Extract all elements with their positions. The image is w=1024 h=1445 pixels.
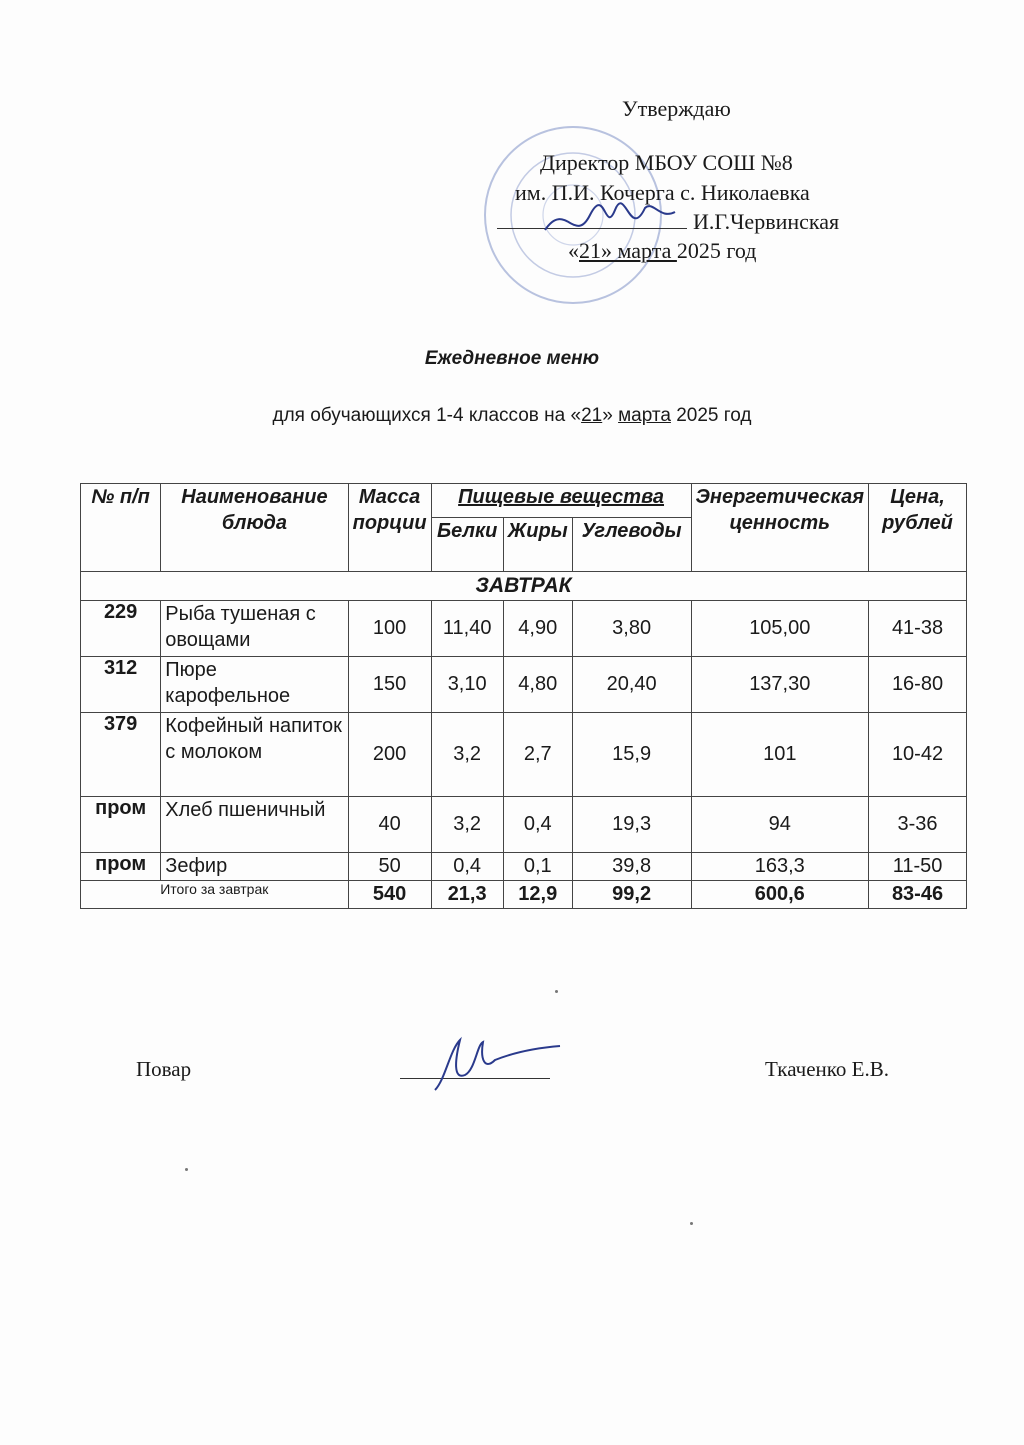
dish-protein: 3,2 <box>431 713 503 797</box>
dish-mass: 50 <box>348 853 431 881</box>
dish-name: Рыба тушеная с овощами <box>161 601 348 657</box>
table-row <box>81 601 967 657</box>
header-fat: Жиры <box>503 518 572 572</box>
dish-energy: 94 <box>691 797 869 853</box>
approval-signer: И.Г.Червинская <box>693 209 840 234</box>
total-mass: 540 <box>348 881 431 909</box>
subtitle-day: 21 <box>581 405 603 426</box>
table-row <box>81 797 967 853</box>
dish-code: 312 <box>81 657 161 713</box>
section-row <box>81 572 967 601</box>
dish-protein: 3,10 <box>431 657 503 713</box>
total-label: Итого за завтрак <box>81 881 349 909</box>
dish-mass: 100 <box>348 601 431 657</box>
header-energy: Энергетическая ценность <box>691 484 869 572</box>
table-header-row <box>81 484 967 518</box>
dish-fat: 4,90 <box>503 601 572 657</box>
total-row <box>81 881 967 909</box>
dish-carbs: 39,8 <box>572 853 691 881</box>
date-day: 21 <box>579 238 601 263</box>
dish-code: пром <box>81 797 161 853</box>
dish-mass: 150 <box>348 657 431 713</box>
dish-price: 10-42 <box>869 713 967 797</box>
dish-protein: 0,4 <box>431 853 503 881</box>
subtitle-suffix: 2025 год <box>670 405 752 426</box>
total-protein: 21,3 <box>431 881 503 909</box>
header-carbs: Углеводы <box>572 518 691 572</box>
dish-fat: 2,7 <box>503 713 572 797</box>
dish-mass: 200 <box>348 713 431 797</box>
subtitle-mid: » <box>602 405 619 426</box>
scan-speck <box>185 1168 188 1171</box>
dish-fat: 0,4 <box>503 797 572 853</box>
dish-code: пром <box>81 853 161 881</box>
dish-energy: 105,00 <box>691 601 869 657</box>
approval-school: им. П.И. Кочерга с. Николаевка <box>515 180 810 205</box>
cook-role: Повар <box>136 1057 192 1081</box>
table-row <box>81 713 967 797</box>
section-title: ЗАВТРАК <box>81 572 967 601</box>
menu-table <box>80 483 967 909</box>
director-signature-icon <box>535 190 685 250</box>
dish-name: Пюре карофельное <box>161 657 348 713</box>
dish-carbs: 3,80 <box>572 601 691 657</box>
total-fat: 12,9 <box>503 881 572 909</box>
dish-carbs: 20,40 <box>572 657 691 713</box>
header-protein: Белки <box>431 518 503 572</box>
dish-energy: 137,30 <box>691 657 869 713</box>
dish-price: 11-50 <box>869 853 967 881</box>
table-row <box>81 657 967 713</box>
total-price: 83-46 <box>869 881 967 909</box>
dish-protein: 3,2 <box>431 797 503 853</box>
header-nutrients: Пищевые вещества <box>431 484 691 518</box>
dish-price: 3-36 <box>869 797 967 853</box>
date-mid: » <box>601 238 618 263</box>
dish-mass: 40 <box>348 797 431 853</box>
scan-speck <box>690 1222 693 1225</box>
total-carbs: 99,2 <box>572 881 691 909</box>
date-month: марта <box>617 238 677 263</box>
dish-energy: 101 <box>691 713 869 797</box>
subtitle-month: марта <box>618 405 671 426</box>
date-open: « <box>568 238 579 263</box>
dish-code: 379 <box>81 713 161 797</box>
dish-carbs: 15,9 <box>572 713 691 797</box>
menu-title: Ежедневное меню <box>424 348 600 369</box>
dish-name: Зефир <box>161 853 348 881</box>
table-row <box>81 853 967 881</box>
header-price: Цена, рублей <box>869 484 967 572</box>
dish-code: 229 <box>81 601 161 657</box>
dish-fat: 0,1 <box>503 853 572 881</box>
approval-title: Утверждаю <box>622 96 731 121</box>
scan-speck <box>555 990 558 993</box>
date-year: 2025 год <box>676 238 757 263</box>
menu-subtitle <box>0 405 1024 427</box>
header-num: № п/п <box>81 484 161 572</box>
subtitle-prefix: для обучающихся 1-4 классов на « <box>272 405 582 426</box>
dish-carbs: 19,3 <box>572 797 691 853</box>
dish-price: 16-80 <box>869 657 967 713</box>
dish-protein: 11,40 <box>431 601 503 657</box>
dish-energy: 163,3 <box>691 853 869 881</box>
dish-name: Кофейный напиток с молоком <box>161 713 348 797</box>
dish-name: Хлеб пшеничный <box>161 797 348 853</box>
cook-signature-icon <box>425 1030 565 1100</box>
header-name: Наименование блюда <box>161 484 348 572</box>
total-energy: 600,6 <box>691 881 869 909</box>
dish-fat: 4,80 <box>503 657 572 713</box>
approval-position: Директор МБОУ СОШ №8 <box>540 150 793 175</box>
cook-name: Ткаченко Е.В. <box>765 1057 890 1081</box>
dish-price: 41-38 <box>869 601 967 657</box>
header-mass: Масса порции <box>348 484 431 572</box>
